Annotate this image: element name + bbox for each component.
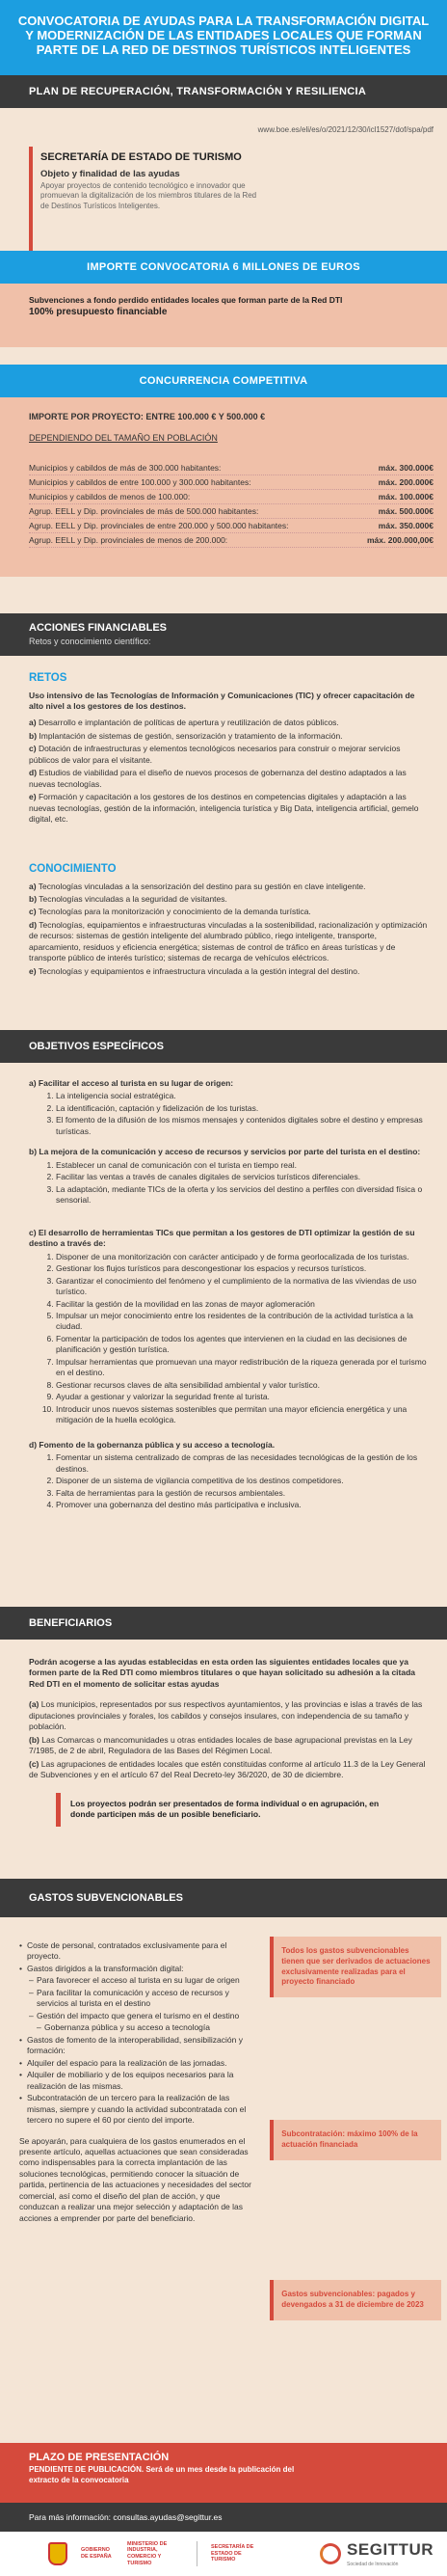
gastos-note: Gastos subvencionables: pagados y devengados a 31 de diciembre de 2023: [270, 2280, 441, 2320]
list-item: 1. Disponer de una monitorización con carácter anticipado y de forma georlocalizada de los turistas.: [56, 1252, 428, 1262]
beneficiarios-list: [29, 1699, 428, 1780]
objetivo-block: [29, 1147, 428, 1206]
importe-band: IMPORTE CONVOCATORIA 6 MILLONES DE EUROS: [0, 251, 447, 284]
objetivos-header: [0, 1030, 447, 1063]
list-item: • Alquiler del espacio para la realización de las jornadas.: [19, 2058, 260, 2069]
acciones-title: ACCIONES FINANCIABLES: [29, 622, 168, 634]
list-item: e) Tecnologías y equipamientos e infraestructura vinculada a la gestión integral del destino.: [29, 965, 360, 976]
plazo-text: PENDIENTE DE PUBLICACIÓN. Será de un mes desde la publicación del extracto de la convocatoria: [29, 2464, 295, 2484]
plazo-block: [0, 2443, 447, 2503]
conocimiento-section: [0, 849, 447, 1030]
secretaria-title: SECRETARÍA DE ESTADO DE TURISMO: [40, 151, 242, 163]
list-item: • Gastos dirigidos a la transformación digital:: [19, 1964, 260, 1974]
secretaria-block: [29, 147, 428, 251]
objeto-text: Apoyar proyectos de contenido tecnológico e innovador que promuevan la digitalización de los miembros titulares de la Red de Destinos Turísticos Inteligentes.: [40, 180, 257, 211]
list-item: 3. Falta de herramientas para la gestión de recursos ambientales.: [56, 1488, 428, 1499]
tier-row: [29, 461, 434, 475]
list-item: 2. Gestionar los flujos turísticos para descongestionar los espacios y recursos turísticos.: [56, 1263, 428, 1274]
list-item: c) Tecnologías para la monitorización y conocimiento de la demanda turística.: [29, 907, 311, 917]
list-item: 4. Facilitar la gestión de la movilidad en las zonas de mayor aglomeración: [56, 1299, 428, 1310]
beneficiarios-title: BENEFICIARIOS: [29, 1617, 113, 1629]
objetivo-head: d) Fomento de la gobernanza pública y su acceso a tecnología.: [29, 1439, 276, 1450]
list-item: b) Implantación de sistemas de gestión, sensorización y tratamiento de la información.: [29, 730, 343, 741]
list-item: 4. Promover una gobernanza del destino más participativa e inclusiva.: [56, 1500, 428, 1510]
list-item: (c) Las agrupaciones de entidades locales que estén constituidas conforme al artículo 11.3 de la Ley General de Subvenciones y en el artículo 67 del Real Decreto-ley 36/2020, de 30 de diciembre.: [29, 1758, 426, 1780]
tier-row: [29, 475, 434, 490]
acciones-subtitle: Retos y conocimiento científico:: [29, 636, 151, 646]
retos-intro: Uso intensivo de las Tecnologías de Información y Comunicaciones (TIC) y ofrecer capacitación de alto nivel a los gestores de los destinos.: [29, 690, 415, 711]
list-item: a) Desarrollo e implantación de políticas de apertura y reutilización de datos públicos.: [29, 718, 339, 728]
logo-bar: [0, 2532, 447, 2576]
spain-crest-icon: [48, 2542, 67, 2565]
tier-label: Municipios y cabildos de entre 100.000 y 300.000 habitantes:: [29, 477, 251, 488]
conocimiento-list: [29, 881, 428, 978]
list-item: 1. Establecer un canal de comunicación con el turista en tiempo real.: [56, 1160, 428, 1171]
retos-list: [29, 718, 428, 825]
gobierno-logo: GOBIERNO DE ESPAÑA: [81, 2547, 112, 2560]
objeto-title: Objeto y finalidad de las ayudas: [40, 168, 180, 179]
list-item: 2. Disponer de un sistema de vigilancia competitiva de los destinos competidores.: [56, 1476, 428, 1486]
list-item: (a) Los municipios, representados por sus respectivos ayuntamientos, y las provincias e islas a través de las diputaciones provinciales y forales, los cabildos y consejos insulares, con independencia de su tamaño y población.: [29, 1699, 423, 1732]
beneficiarios-intro: Podrán acogerse a las ayudas establecidas en esta orden las siguientes entidades locales que ya formen parte de la Red DTI como miembros titulares o que hayan solicitado su adhesión a la citada Red DTI en el momento de solicitar estas ayudas: [29, 1657, 416, 1689]
list-item: d) Tecnologías, equipamientos e infraestructuras vinculadas a la sostenibilidad, racionalización y optimización de recursos: sistemas de gestión inteligente del alumbrado público, riego inteligente, transporte, aparcamiento, residuos y eficiencia energética; sistemas de control de tráfico en áreas turísticas y de transporte público de interés turístico; sistemas de recarga de vehículos eléctricos.: [29, 919, 428, 963]
list-item: c) Dotación de infraestructuras y elementos tecnológicos necesarios para construir o mejorar servicios públicos de valor para el visitante.: [29, 744, 401, 765]
objetivo-block: [29, 1228, 428, 1426]
gastos-section: [0, 1917, 447, 2443]
list-item: • Alquiler de mobiliario y de los equipos necesarios para la realización de las mismas.: [19, 2070, 260, 2092]
objetivo-head: a) Facilitar el acceso al turista en su lugar de origen:: [29, 1078, 234, 1088]
list-item: 5. Impulsar un mejor conocimiento entre los residentes de la contribución de la actividad turística a la ciudad.: [56, 1311, 428, 1333]
list-item: a) Tecnologías vinculadas a la sensorización del destino para su gestión en clave inteligente.: [29, 881, 366, 891]
conocimiento-title: CONOCIMIENTO: [29, 863, 117, 875]
objetivo-head: b) La mejora de la comunicación y acceso de recursos y servicios por parte del turista en el destino:: [29, 1147, 421, 1157]
objetivo-block: [29, 1440, 428, 1511]
list-item: 1. Fomentar un sistema centralizado de compras de las necesidades tecnológicas de la gestión de los destinos.: [56, 1452, 428, 1475]
tier-label: Agrup. EELL y Dip. provinciales de más de 500.000 habitantes:: [29, 506, 259, 517]
list-item: 8. Gestionar recursos claves de alta sensibilidad ambiental y valor turístico.: [56, 1380, 428, 1391]
list-item: 9. Ayudar a gestionar y valorizar la seguridad frente al turista.: [56, 1392, 428, 1402]
concurrencia-box: [0, 397, 447, 577]
tier-label: Agrup. EELL y Dip. provinciales de entre 200.000 y 500.000 habitantes:: [29, 521, 289, 531]
secretaria-logo: SECRETARÍA DE ESTADO DE TURISMO: [211, 2544, 254, 2563]
objetivos-section: [0, 1063, 447, 1607]
boe-link[interactable]: www.boe.es/eli/es/o/2021/12/30/icl1527/dof/spa/pdf: [257, 125, 434, 134]
tier-row: [29, 504, 434, 519]
list-item: 7. Impulsar herramientas que promuevan una mayor redistribución de la riqueza generada por el turismo en el destino.: [56, 1357, 428, 1379]
retos-title: RETOS: [29, 672, 67, 684]
objetivo-head: c) El desarrollo de herramientas TICs que permitan a los gestores de DTI optimizar la gestión de su destino a través de:: [29, 1227, 415, 1249]
list-item: – Para facilitar la comunicación y acceso de recursos y servicios al turista en el destino: [19, 1988, 260, 2010]
tier-row: [29, 490, 434, 504]
list-item: – Para favorecer el acceso al turista en su lugar de origen: [19, 1975, 260, 1986]
list-item: 6. Fomentar la participación de todos los agentes que intervienen en la ciudad en las decisiones de planificación y gestión turística.: [56, 1334, 428, 1356]
tier-label: Municipios y cabildos de más de 300.000 habitantes:: [29, 463, 222, 474]
tier-row: [29, 519, 434, 533]
ministerio-logo: MINISTERIO DE INDUSTRIA, COMERCIO Y TURISMO: [127, 2540, 168, 2566]
tier-value: máx. 500.000€: [378, 506, 434, 517]
info-bar: [0, 2503, 447, 2532]
retos-section: [0, 656, 447, 849]
list-item: (b) Las Comarcas o mancomunidades u otras entidades locales de base agrupacional previstas en la Ley 7/1985, de 2 de abril, Reguladora de las Bases del Régimen Local.: [29, 1734, 412, 1756]
gastos-notes-col: [270, 1917, 447, 2443]
importe-line-1: Subvenciones a fondo perdido entidades locales que forman parte de la Red DTI: [29, 295, 343, 305]
plazo-title: PLAZO DE PRESENTACIÓN: [29, 2452, 170, 2463]
tier-label: Municipios y cabildos de menos de 100.000:: [29, 492, 191, 502]
list-item: 1. La inteligencia social estratégica.: [56, 1091, 428, 1101]
list-item: – Gestión del impacto que genera el turismo en el destino: [19, 2011, 260, 2021]
gastos-header: [0, 1879, 447, 1917]
objetivo-block: [29, 1078, 428, 1137]
beneficiarios-section: [0, 1640, 447, 1879]
list-item: d) Estudios de viabilidad para el diseño de nuevos procesos de gobernanza del destino adaptados a las nuevas tecnologías.: [29, 768, 407, 789]
dependencia-poblacion: DEPENDIENDO DEL TAMAÑO EN POBLACIÓN: [29, 433, 218, 444]
list-item: 3. La adaptación, mediante TICs de la oferta y los servicios del destino a perfiles con diversidad física o sensorial.: [56, 1184, 428, 1207]
list-item: 3. El fomento de la difusión de los mismos mensajes y contenidos digitales sobre el destino y empresas turísticas.: [56, 1115, 428, 1137]
tier-value: máx. 100.000€: [378, 492, 434, 502]
segittur-mark-icon: [320, 2543, 341, 2564]
list-item: 10. Introducir unos nuevos sistemas sostenibles que permitan una mayor eficiencia energética y una mitigación de la huella ecológica.: [56, 1404, 428, 1426]
importe-box: [0, 284, 447, 347]
page-title: CONVOCATORIA DE AYUDAS PARA LA TRANSFORMACIÓN DIGITAL Y MODERNIZACIÓN DE LAS ENTIDADES LOCALES QUE FORMAN PARTE DE LA RED DE DESTINOS TURÍSTICOS INTELIGENTES: [0, 0, 447, 75]
list-item: e) Formación y capacitación a los gestores de los destinos en competencias digitales y adaptación a las nuevas tecnologías, gestión de la información, inteligencia turística y Big Data, inteligencia artificial, gemelo digital, etc.: [29, 792, 419, 825]
contact-email[interactable]: Para más información: consultas.ayudas@segittur.es: [29, 2512, 223, 2522]
tier-label: Agrup. EELL y Dip. provinciales de menos de 200.000:: [29, 535, 228, 546]
list-item: • Subcontratación de un tercero para la realización de las mismas, siempre y cuando la actividad subcontratada con el tercero no supere el 60 por ciento del importe.: [19, 2093, 260, 2126]
tier-value: máx. 300.000€: [378, 463, 434, 474]
importe-line-2: 100% presupuesto financiable: [29, 307, 168, 318]
list-item: – Gobernanza pública y su acceso a tecnología: [19, 2022, 260, 2033]
list-item: 2. La identificación, captación y fidelización de los turistas.: [56, 1103, 428, 1114]
list-item: 3. Garantizar el conocimiento del fenómeno y el cumplimiento de la normativa de las viviendas de uso turístico.: [56, 1276, 428, 1298]
beneficiarios-callout: Los proyectos podrán ser presentados de forma individual o en agrupación, en donde participen más de un posible beneficiario.: [56, 1793, 408, 1827]
plan-bar: PLAN DE RECUPERACIÓN, TRANSFORMACIÓN Y RESILIENCIA: [0, 75, 447, 108]
gastos-note: Subcontratación: máximo 100% de la actuación financiada: [270, 2120, 441, 2160]
list-item: b) Tecnologías vinculadas a la seguridad de visitantes.: [29, 893, 227, 904]
gastos-title: GASTOS SUBVENCIONABLES: [29, 1892, 183, 1904]
tier-value: máx. 200.000,00€: [366, 535, 434, 546]
list-item: • Coste de personal, contratados exclusivamente para el proyecto.: [19, 1940, 260, 1963]
objetivos-title: OBJETIVOS ESPECÍFICOS: [29, 1041, 164, 1052]
segittur-name: SEGITTUR: [347, 2540, 434, 2560]
tier-list: [29, 461, 434, 548]
tier-value: máx. 200.000€: [378, 477, 434, 488]
segittur-subtitle: Sociedad de Innovación: [347, 2562, 399, 2568]
beneficiarios-header: [0, 1607, 447, 1640]
concurrencia-band: CONCURRENCIA COMPETITIVA: [0, 365, 447, 397]
gastos-list-col: [19, 1917, 260, 2443]
list-item: • Gastos de fomento de la interoperabilidad, sensibilización y formación:: [19, 2035, 260, 2057]
importe-por-proyecto: IMPORTE POR PROYECTO: ENTRE 100.000 € Y 500.000 €: [29, 412, 266, 421]
tier-row: [29, 533, 434, 548]
list-item: 2. Facilitar las ventas a través de canales digitales de servicios turísticos diferenciales.: [56, 1172, 428, 1182]
tier-value: máx. 350.000€: [378, 521, 434, 531]
gastos-note: Todos los gastos subvencionables tienen que ser derivados de actuaciones exclusivamente realizadas para el proyecto financiado: [270, 1937, 441, 1997]
segittur-logo: [320, 2539, 434, 2568]
gastos-closing: Se apoyarán, para cualquiera de los gastos enumerados en el presente artículo, aquellas actuaciones que sean consideradas como indispensables para la correcta implantación de las soluciones tecnológicas, permitiendo conocer la situación de partida, pertinencia de las actuaciones y necesidades del sector comercial, así como el diseño del plan de acción, y que conduzcan a realizar una mejor selección y adaptación de las acciones a emprender por parte del beneficiario.: [19, 2135, 251, 2223]
acciones-header: [0, 613, 447, 656]
gastos-list: [19, 1940, 260, 2127]
